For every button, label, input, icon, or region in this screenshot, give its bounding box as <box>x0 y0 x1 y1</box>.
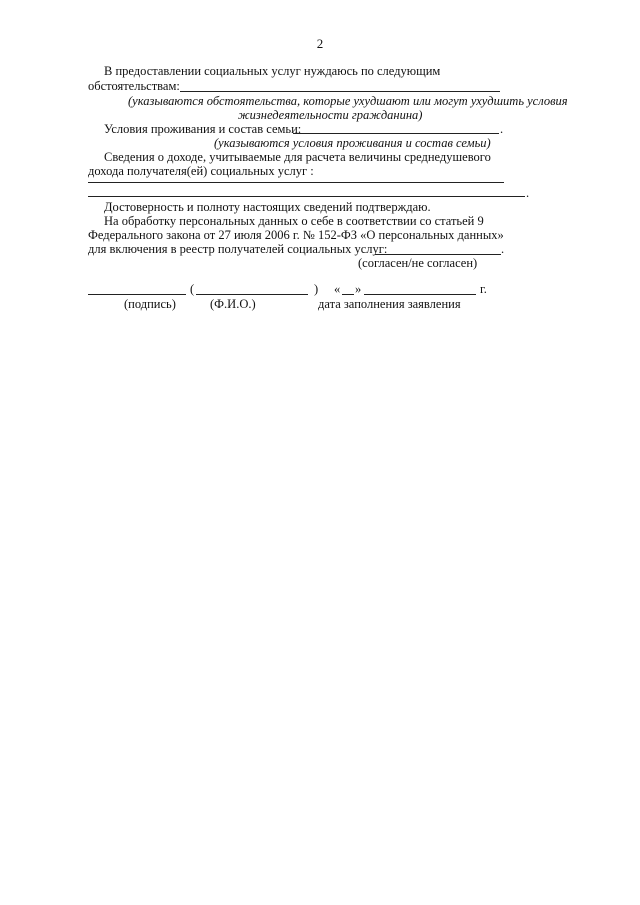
income-fill-line-2[interactable] <box>88 196 525 197</box>
name-paren-close: ) <box>314 282 319 296</box>
date-day-fill-line[interactable] <box>342 294 354 295</box>
name-fill-line[interactable] <box>196 294 308 295</box>
services-intro-text: В предоставлении социальных услуг нуждаюсь по следующим <box>104 64 441 78</box>
confirmation-text: Достоверность и полноту настоящих сведений подтверждаю. <box>104 200 431 214</box>
date-quote-open: « <box>334 282 341 296</box>
consent-text-line3: для включения в реестр получателей социальных услуг: <box>88 242 388 256</box>
income-text-line1: Сведения о доходе, учитываемые для расчета величины среднедушевого <box>104 150 491 164</box>
living-label: Условия проживания и состав семьи: <box>104 122 302 136</box>
income-fill-line-1[interactable] <box>88 182 504 183</box>
income-end: . <box>526 186 530 200</box>
consent-end: . <box>501 242 505 256</box>
living-end: . <box>500 122 504 136</box>
income-text-line2: дохода получателя(ей) социальных услуг : <box>88 164 314 178</box>
services-hint-line2: жизнедеятельности гражданина) <box>238 108 423 122</box>
consent-hint: (согласен/не согласен) <box>358 256 478 270</box>
services-hint-line1: (указываются обстоятельства, которые ухудшают или могут ухудшить условия <box>128 94 568 108</box>
name-paren-open: ( <box>190 282 195 296</box>
date-quote-close: » <box>355 282 362 296</box>
services-label: обстоятельствам: <box>88 79 180 93</box>
services-fill-line[interactable] <box>180 91 500 92</box>
year-suffix: г. <box>480 282 487 296</box>
consent-fill-line[interactable] <box>375 254 501 255</box>
name-caption: (Ф.И.О.) <box>210 297 256 311</box>
date-caption: дата заполнения заявления <box>318 297 461 311</box>
page-number: 2 <box>316 36 324 51</box>
living-fill-line[interactable] <box>293 133 499 134</box>
consent-text-line1: На обработку персональных данных о себе в соответствии со статьей 9 <box>104 214 484 228</box>
signature-fill-line[interactable] <box>88 294 186 295</box>
living-hint: (указываются условия проживания и состав семьи) <box>214 136 491 150</box>
signature-caption: (подпись) <box>124 297 176 311</box>
date-month-fill-line[interactable] <box>364 294 476 295</box>
consent-text-line2: Федерального закона от 27 июля 2006 г. № 152-ФЗ «О персональных данных» <box>88 228 504 242</box>
